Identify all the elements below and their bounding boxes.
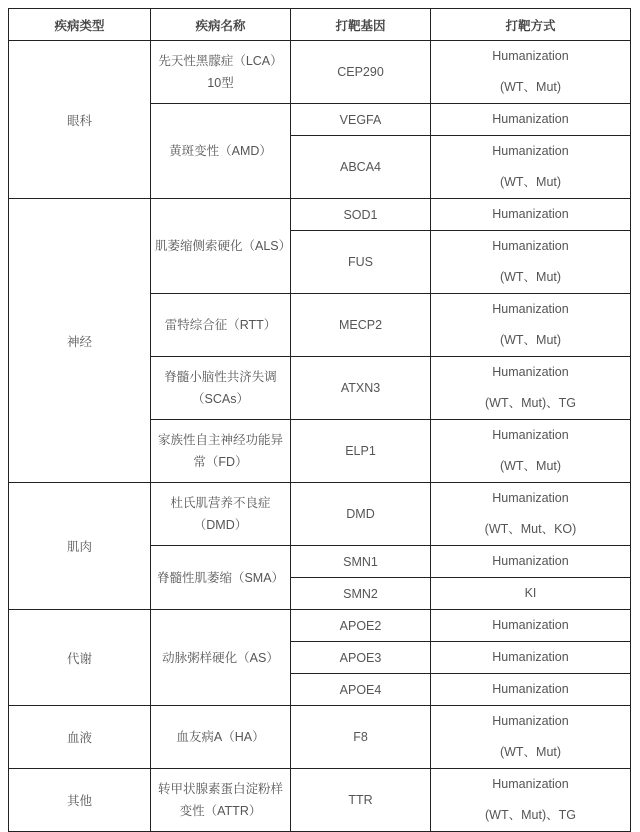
target-gene-cell: F8: [291, 706, 431, 769]
disease-name: 脊髓小脑性共济失调（SCAs）: [164, 370, 277, 406]
disease-name-cell: [151, 706, 291, 769]
disease-name-cell: [151, 294, 291, 357]
target-gene-cell: APOE4: [291, 674, 431, 706]
target-method-line: Humanization: [492, 777, 569, 791]
target-method-cell: [431, 546, 631, 578]
target-method-line: (WT、Mut): [499, 459, 562, 473]
target-method-line: (WT、Mut): [499, 745, 562, 759]
target-method-line: Humanization: [492, 428, 569, 442]
target-method-line: Humanization: [492, 491, 569, 505]
table-row: [9, 199, 631, 231]
target-gene-cell: TTR: [291, 769, 431, 832]
disease-name-cell: [151, 610, 291, 706]
target-method-line: Humanization: [492, 714, 569, 728]
target-method-cell: [431, 642, 631, 674]
disease-type-cell: 眼科: [9, 41, 151, 199]
target-method-line: Humanization: [492, 112, 569, 126]
target-gene-cell: APOE2: [291, 610, 431, 642]
target-method-line: (WT、Mut)、TG: [485, 396, 576, 410]
target-gene-cell: CEP290: [291, 41, 431, 104]
target-gene-cell: SMN2: [291, 578, 431, 610]
disease-type-cell: 血液: [9, 706, 151, 769]
target-method-cell: [431, 483, 631, 546]
disease-name: 血友病A（HA）: [176, 730, 265, 744]
target-method-line: Humanization: [492, 618, 569, 632]
table-row: [9, 610, 631, 642]
target-method-line: Humanization: [492, 682, 569, 696]
target-method-line: Humanization: [492, 49, 569, 63]
header-target-method: 打靶方式: [431, 9, 631, 41]
target-method-cell: [431, 769, 631, 832]
target-method-cell: [431, 231, 631, 294]
disease-type-cell: 其他: [9, 769, 151, 832]
disease-name-cell: [151, 420, 291, 483]
target-gene-cell: ATXN3: [291, 357, 431, 420]
target-method-line: Humanization: [492, 239, 569, 253]
target-method-line: (WT、Mut、KO): [484, 522, 577, 536]
target-method-line: Humanization: [492, 302, 569, 316]
disease-name: 脊髓性肌萎缩（SMA）: [156, 570, 285, 585]
target-gene-cell: MECP2: [291, 294, 431, 357]
disease-name-cell: [151, 41, 291, 104]
table-row: [9, 483, 631, 546]
target-gene-cell: FUS: [291, 231, 431, 294]
disease-type-cell: 神经: [9, 199, 151, 483]
target-method-line: KI: [524, 586, 537, 600]
target-method-cell: [431, 578, 631, 610]
target-method-line: (WT、Mut): [499, 175, 562, 189]
disease-type-cell: 代谢: [9, 610, 151, 706]
disease-name: 动脉粥样硬化（AS）: [162, 650, 279, 665]
disease-name: 雷特综合征（RTT）: [164, 318, 277, 332]
disease-name: 杜氏肌营养不良症（DMD）: [170, 496, 271, 532]
target-method-line: Humanization: [492, 144, 569, 158]
target-method-cell: [431, 357, 631, 420]
target-gene-cell: SOD1: [291, 199, 431, 231]
target-method-cell: [431, 420, 631, 483]
target-method-cell: [431, 136, 631, 199]
target-method-line: Humanization: [492, 207, 569, 221]
target-gene-cell: ELP1: [291, 420, 431, 483]
target-method-cell: [431, 674, 631, 706]
target-gene-cell: SMN1: [291, 546, 431, 578]
header-disease-name: 疾病名称: [151, 9, 291, 41]
header-target-gene: 打靶基因: [291, 9, 431, 41]
header-disease-type: 疾病类型: [9, 9, 151, 41]
disease-name-cell: [151, 104, 291, 199]
disease-name: 肌萎缩侧索硬化（ALS）: [155, 239, 292, 253]
disease-name-cell: [151, 483, 291, 546]
disease-name: 黄斑变性（AMD）: [169, 144, 272, 158]
table-row: [9, 41, 631, 104]
target-method-line: (WT、Mut): [499, 270, 562, 284]
target-method-cell: [431, 199, 631, 231]
target-method-line: (WT、Mut): [499, 333, 562, 347]
table-row: [9, 706, 631, 769]
target-method-line: Humanization: [492, 650, 569, 664]
target-method-line: Humanization: [492, 554, 569, 568]
target-method-line: Humanization: [492, 365, 569, 379]
target-method-line: (WT、Mut)、TG: [485, 808, 576, 822]
disease-name: 家族性自主神经功能异常（FD）: [157, 433, 283, 469]
disease-name-cell: [151, 199, 291, 294]
disease-name-cell: [151, 769, 291, 832]
disease-type-cell: 肌肉: [9, 483, 151, 610]
target-method-cell: [431, 610, 631, 642]
target-method-cell: [431, 294, 631, 357]
target-method-cell: [431, 104, 631, 136]
target-gene-cell: VEGFA: [291, 104, 431, 136]
header-row: [9, 9, 631, 41]
target-method-cell: [431, 41, 631, 104]
disease-name-cell: [151, 546, 291, 610]
disease-name: 转甲状腺素蛋白淀粉样变性（ATTR）: [157, 782, 283, 818]
target-method-cell: [431, 706, 631, 769]
disease-name-cell: [151, 357, 291, 420]
target-method-line: (WT、Mut): [499, 80, 562, 94]
table-row: [9, 769, 631, 832]
target-gene-cell: ABCA4: [291, 136, 431, 199]
disease-target-table: [8, 8, 631, 832]
target-gene-cell: DMD: [291, 483, 431, 546]
target-gene-cell: APOE3: [291, 642, 431, 674]
disease-name: 先天性黑朦症（LCA）10型: [158, 54, 283, 90]
